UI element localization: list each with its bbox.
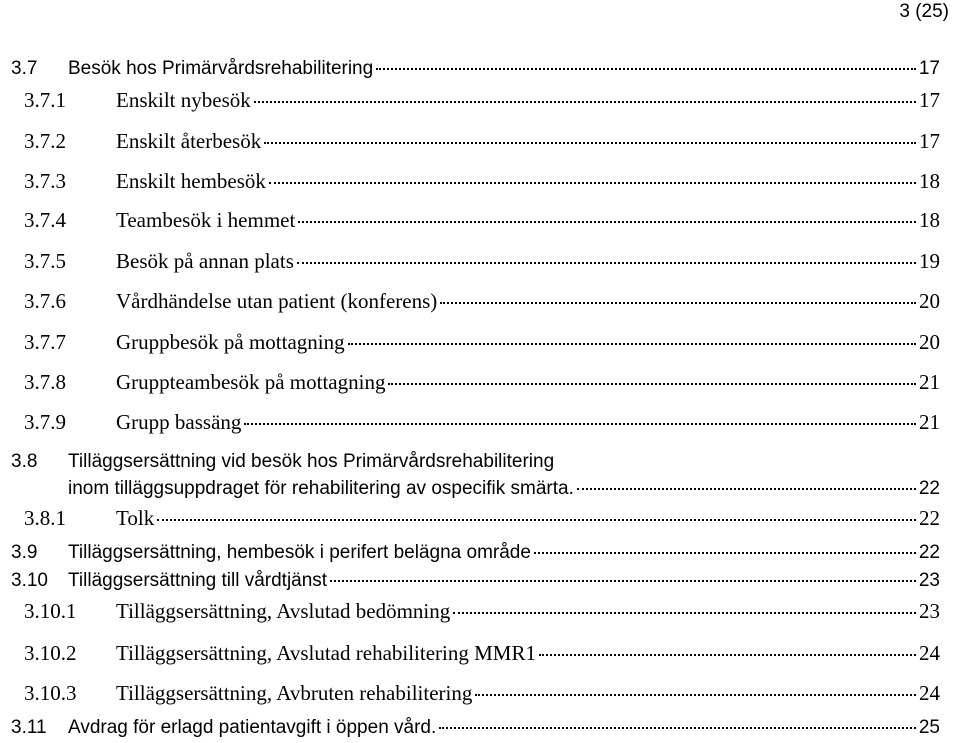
toc-title: inom tilläggsuppdraget för rehabilitering av ospecifik smärta.	[68, 478, 574, 499]
toc-page-number: 17	[919, 129, 940, 153]
toc-entry-3-7-1[interactable]	[0, 88, 940, 113]
toc-title: Besök på annan plats	[116, 249, 294, 273]
toc-title: Gruppteambesök på mottagning	[116, 370, 386, 394]
toc-number: 3.10.3	[24, 681, 77, 705]
dot-leader	[269, 182, 916, 184]
dot-leader	[453, 612, 916, 614]
toc-page-number: 20	[919, 330, 940, 354]
dot-leader	[297, 262, 916, 264]
toc-title: Enskilt hembesök	[116, 169, 266, 193]
dot-leader	[577, 488, 916, 490]
toc-page-number: 21	[919, 370, 940, 394]
toc-page-number: 25	[918, 717, 940, 738]
toc-title-line1: Tilläggsersättning vid besök hos Primärvårdsrehabilitering	[68, 451, 555, 472]
toc-number: 3.10	[11, 570, 48, 591]
toc-entry-3-7-9[interactable]	[0, 410, 940, 435]
toc-entry-3-11[interactable]	[0, 717, 940, 739]
page-number: 3 (25)	[899, 1, 949, 22]
toc-entry-3-7-3[interactable]	[0, 169, 940, 194]
toc-number: 3.8.1	[24, 506, 66, 530]
toc-number: 3.7.8	[24, 370, 66, 394]
toc-number: 3.7	[11, 58, 38, 79]
dot-leader	[254, 101, 916, 103]
toc-title: Enskilt nybesök	[116, 88, 251, 112]
toc-page-number: 17	[919, 88, 940, 112]
toc-title: Tilläggsersättning, Avbruten rehabilitering	[116, 681, 473, 705]
toc-page-number: 22	[918, 478, 940, 499]
toc-entry-3-10-1[interactable]	[0, 599, 940, 624]
toc-entry-3-9[interactable]	[0, 542, 940, 564]
toc-number: 3.7.6	[24, 289, 66, 313]
toc-page-number: 20	[919, 289, 940, 313]
toc-entry-3-7-5[interactable]	[0, 249, 940, 274]
toc-title: Tilläggsersättning, Avslutad bedömning	[116, 599, 451, 623]
toc-number: 3.10.1	[24, 599, 77, 623]
dot-leader	[330, 580, 916, 582]
dot-leader	[244, 423, 916, 425]
toc-title: Besök hos Primärvårdsrehabilitering	[68, 58, 374, 79]
dot-leader	[534, 552, 916, 554]
toc-page-number: 22	[918, 542, 940, 563]
toc-entry-3-10[interactable]	[0, 570, 940, 592]
dot-leader	[264, 142, 916, 144]
dot-leader	[475, 694, 916, 696]
toc-title: Vårdhändelse utan patient (konferens)	[116, 289, 438, 313]
toc-title: Enskilt återbesök	[116, 129, 262, 153]
toc-title: Tilläggsersättning, hembesök i perifert belägna område	[68, 542, 531, 563]
toc-title: Tolk	[116, 506, 155, 530]
toc-number: 3.7.9	[24, 410, 66, 434]
toc-title: Grupp bassäng	[116, 410, 242, 434]
toc-entry-3-7-8[interactable]	[0, 370, 940, 395]
toc-number: 3.7.7	[24, 330, 66, 354]
toc-entry-second-line	[0, 478, 940, 500]
toc-number: 3.11	[11, 717, 47, 738]
toc-page-number: 24	[919, 641, 940, 665]
dot-leader	[440, 302, 916, 304]
dot-leader	[298, 221, 916, 223]
dot-leader	[157, 519, 916, 521]
toc-number: 3.7.1	[24, 88, 66, 112]
toc-title: Tilläggsersättning till vårdtjänst	[68, 570, 328, 591]
dot-leader	[388, 383, 916, 385]
dot-leader	[439, 727, 916, 729]
toc-number: 3.7.4	[24, 208, 66, 232]
toc-page-number: 22	[919, 506, 940, 530]
toc-entry-3-10-2[interactable]	[0, 641, 940, 666]
toc-entry-first-line	[0, 451, 940, 473]
toc-number: 3.7.3	[24, 169, 66, 193]
toc-entry-3-7-4[interactable]	[0, 208, 940, 233]
dot-leader	[348, 343, 916, 345]
toc-number: 3.9	[11, 542, 38, 563]
toc-number: 3.8	[11, 451, 38, 472]
toc-page-number: 17	[918, 58, 940, 79]
toc-number: 3.10.2	[24, 641, 77, 665]
toc-page-number: 24	[919, 681, 940, 705]
toc-page-number: 18	[919, 169, 940, 193]
dot-leader	[539, 654, 916, 656]
toc-page-number: 23	[919, 599, 940, 623]
toc-title: Teambesök i hemmet	[116, 208, 296, 232]
toc-entry-3-7[interactable]	[0, 58, 940, 80]
toc-page-number: 23	[918, 570, 940, 591]
toc-title: Avdrag för erlagd patientavgift i öppen vård.	[68, 717, 437, 738]
toc-number: 3.7.2	[24, 129, 66, 153]
toc-title: Tilläggsersättning, Avslutad rehabilitering MMR1	[116, 641, 536, 665]
toc-title: Gruppbesök på mottagning	[116, 330, 345, 354]
toc-page-number: 19	[919, 249, 940, 273]
toc-number: 3.7.5	[24, 249, 66, 273]
toc-entry-3-7-2[interactable]	[0, 129, 940, 154]
toc-entry-3-8-1[interactable]	[0, 506, 940, 531]
toc-entry-3-7-7[interactable]	[0, 330, 940, 355]
toc-page-number: 21	[919, 410, 940, 434]
toc-page-number: 18	[919, 208, 940, 232]
dot-leader	[376, 68, 916, 70]
toc-entry-3-7-6[interactable]	[0, 289, 940, 314]
toc-entry-3-10-3[interactable]	[0, 681, 940, 706]
